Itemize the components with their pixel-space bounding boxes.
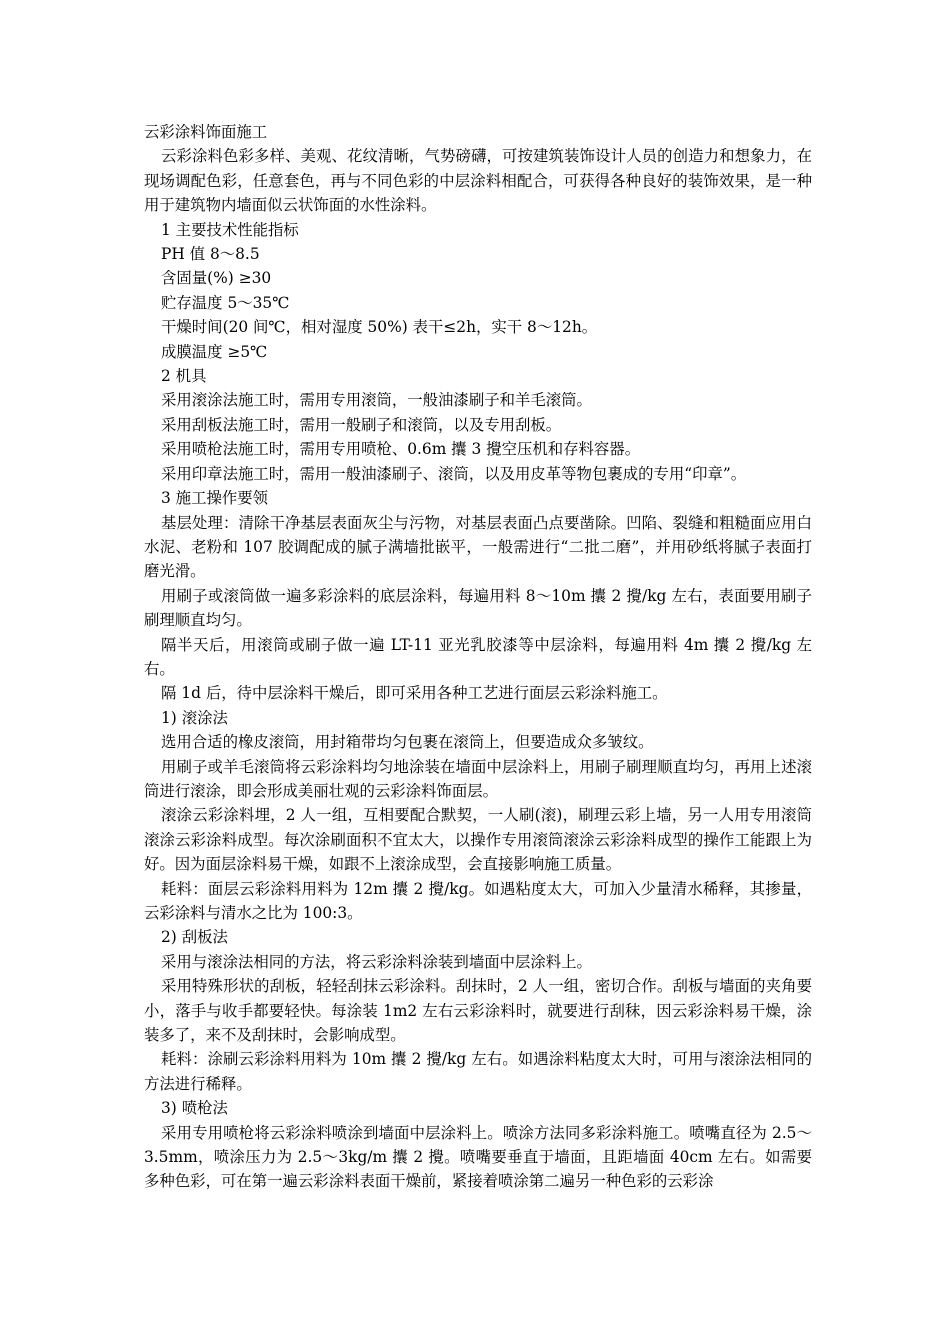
paragraph-base-treatment: 基层处理：清除干净基层表面灰尘与污物，对基层表面凸点要凿除。凹陷、裂缝和粗糙面应用白水泥、老粉和 107 胶调配成的腻子满墙批嵌平，一般需进行“二批二磨”，并用砂纸将腻子表面打磨光滑。 (144, 513, 812, 581)
spec-storage-temp: 贮存温度 5～35℃ (161, 293, 290, 312)
paragraph-roller-consumption: 耗料：面层云彩涂料用料为 12m 攮 2 攪/kg。如遇粘度太大，可加入少量清水稀释，其掺量，云彩涂料与清水之比为 100:3。 (144, 879, 812, 922)
spec-drying-time: 干燥时间(20 间℃，相对湿度 50%) 表干≤2h，实干 8～12h。 (161, 318, 598, 337)
spec-film-temp: 成膜温度 ≥5℃ (161, 342, 268, 361)
paragraph-top-coat: 隔 1d 后，待中层涂料干燥后，即可采用各种工艺进行面层云彩涂料施工。 (161, 684, 668, 703)
section-heading-specs: 1 主要技术性能指标 (161, 220, 299, 239)
spec-solids: 含固量(%) ≥30 (161, 269, 272, 288)
paragraph-tools-stamp: 采用印章法施工时，需用一般油漆刷子、滚筒，以及用皮革等物包裹成的专用“印章”。 (161, 464, 747, 483)
paragraph-middle-coat: 隔半天后，用滚筒或刷子做一遍 LT-11 亚光乳胶漆等中层涂料，每遍用料 4m 攮 2 攪/kg 左右。 (144, 635, 812, 678)
subheading-scraper-method: 2) 刮板法 (161, 928, 228, 947)
paragraph-tools-scraper: 采用刮板法施工时，需用一般刷子和滚筒，以及专用刮板。 (161, 415, 562, 434)
paragraph-tools-roller: 采用滚涂法施工时，需用专用滚筒，一般油漆刷子和羊毛滚筒。 (161, 391, 592, 410)
paragraph-spray-1: 采用专用喷枪将云彩涂料喷涂到墙面中层涂料上。喷涂方法同多彩涂料施工。喷嘴直径为 2.5～3.5mm，喷涂压力为 2.5～3kg/m 攮 2 攪。喷嘴要垂直于墙面，且距墙面 40cm 左右。如需要多种色彩，可在第一遍云彩涂料表面干燥前，紧接着喷涂第二遍另一种色彩的云彩涂 (144, 1123, 812, 1191)
paragraph-roller-3: 滚涂云彩涂料埋，2 人一组，互相要配合默契，一人刷(滚)，刷理云彩上墙，另一人用专用滚筒滚涂云彩涂料成型。每次涂刷面积不宜太大，以操作专用滚筒滚涂云彩涂料成型的操作工能跟上为好。因为面层涂料易干燥，如跟不上滚涂成型，会直接影响施工质量。 (144, 806, 812, 874)
paragraph-tools-spray: 采用喷枪法施工时，需用专用喷枪、0.6m 攮 3 攪空压机和存料容器。 (161, 440, 641, 459)
subheading-spray-method: 3) 喷枪法 (161, 1099, 228, 1118)
section-heading-procedure: 3 施工操作要领 (161, 489, 269, 508)
paragraph-intro: 云彩涂料色彩多样、美观、花纹清晰，气势磅礴，可按建筑装饰设计人员的创造力和想象力，在现场调配色彩，任意套色，再与不同色彩的中层涂料相配合，可获得各种良好的装饰效果，是一种用于建筑物内墙面似云状饰面的水性涂料。 (144, 147, 812, 215)
paragraph-scraper-consumption: 耗料：涂刷云彩涂料用料为 10m 攮 2 攪/kg 左右。如遇涂料粘度太大时，可用与滚涂法相同的方法进行稀释。 (144, 1050, 812, 1093)
spec-ph: PH 值 8～8.5 (161, 245, 260, 264)
document-title: 云彩涂料饰面施工 (144, 123, 268, 141)
paragraph-roller-2: 用刷子或羊毛滚筒将云彩涂料均匀地涂装在墙面中层涂料上，用刷子刷理顺直均匀，再用上述滚筒进行滚涂，即会形成美丽壮观的云彩涂料饰面层。 (144, 757, 812, 800)
paragraph-primer: 用刷子或滚筒做一遍多彩涂料的底层涂料，每遍用料 8～10m 攮 2 攪/kg 左右，表面要用刷子刷理顺直均匀。 (144, 586, 812, 630)
paragraph-roller-1: 选用合适的橡皮滚筒，用封箱带均匀包裹在滚筒上，但要造成众多皱纹。 (161, 733, 654, 752)
paragraph-scraper-2: 采用特殊形状的刮板，轻轻刮抹云彩涂料。刮抹时，2 人一组，密切合作。刮板与墙面的夹角要小，落手与收手都要轻快。每涂装 1m2 左右云彩涂料时，就要进行刮秣，因云彩涂料易干燥，涂装多了，来不及刮抹时，会影响成型。 (144, 977, 812, 1045)
section-heading-tools: 2 机具 (161, 367, 207, 386)
subheading-roller-method: 1) 滚涂法 (161, 708, 228, 727)
paragraph-scraper-1: 采用与滚涂法相同的方法，将云彩涂料涂装到墙面中层涂料上。 (161, 952, 592, 971)
document-page (144, 120, 812, 1194)
